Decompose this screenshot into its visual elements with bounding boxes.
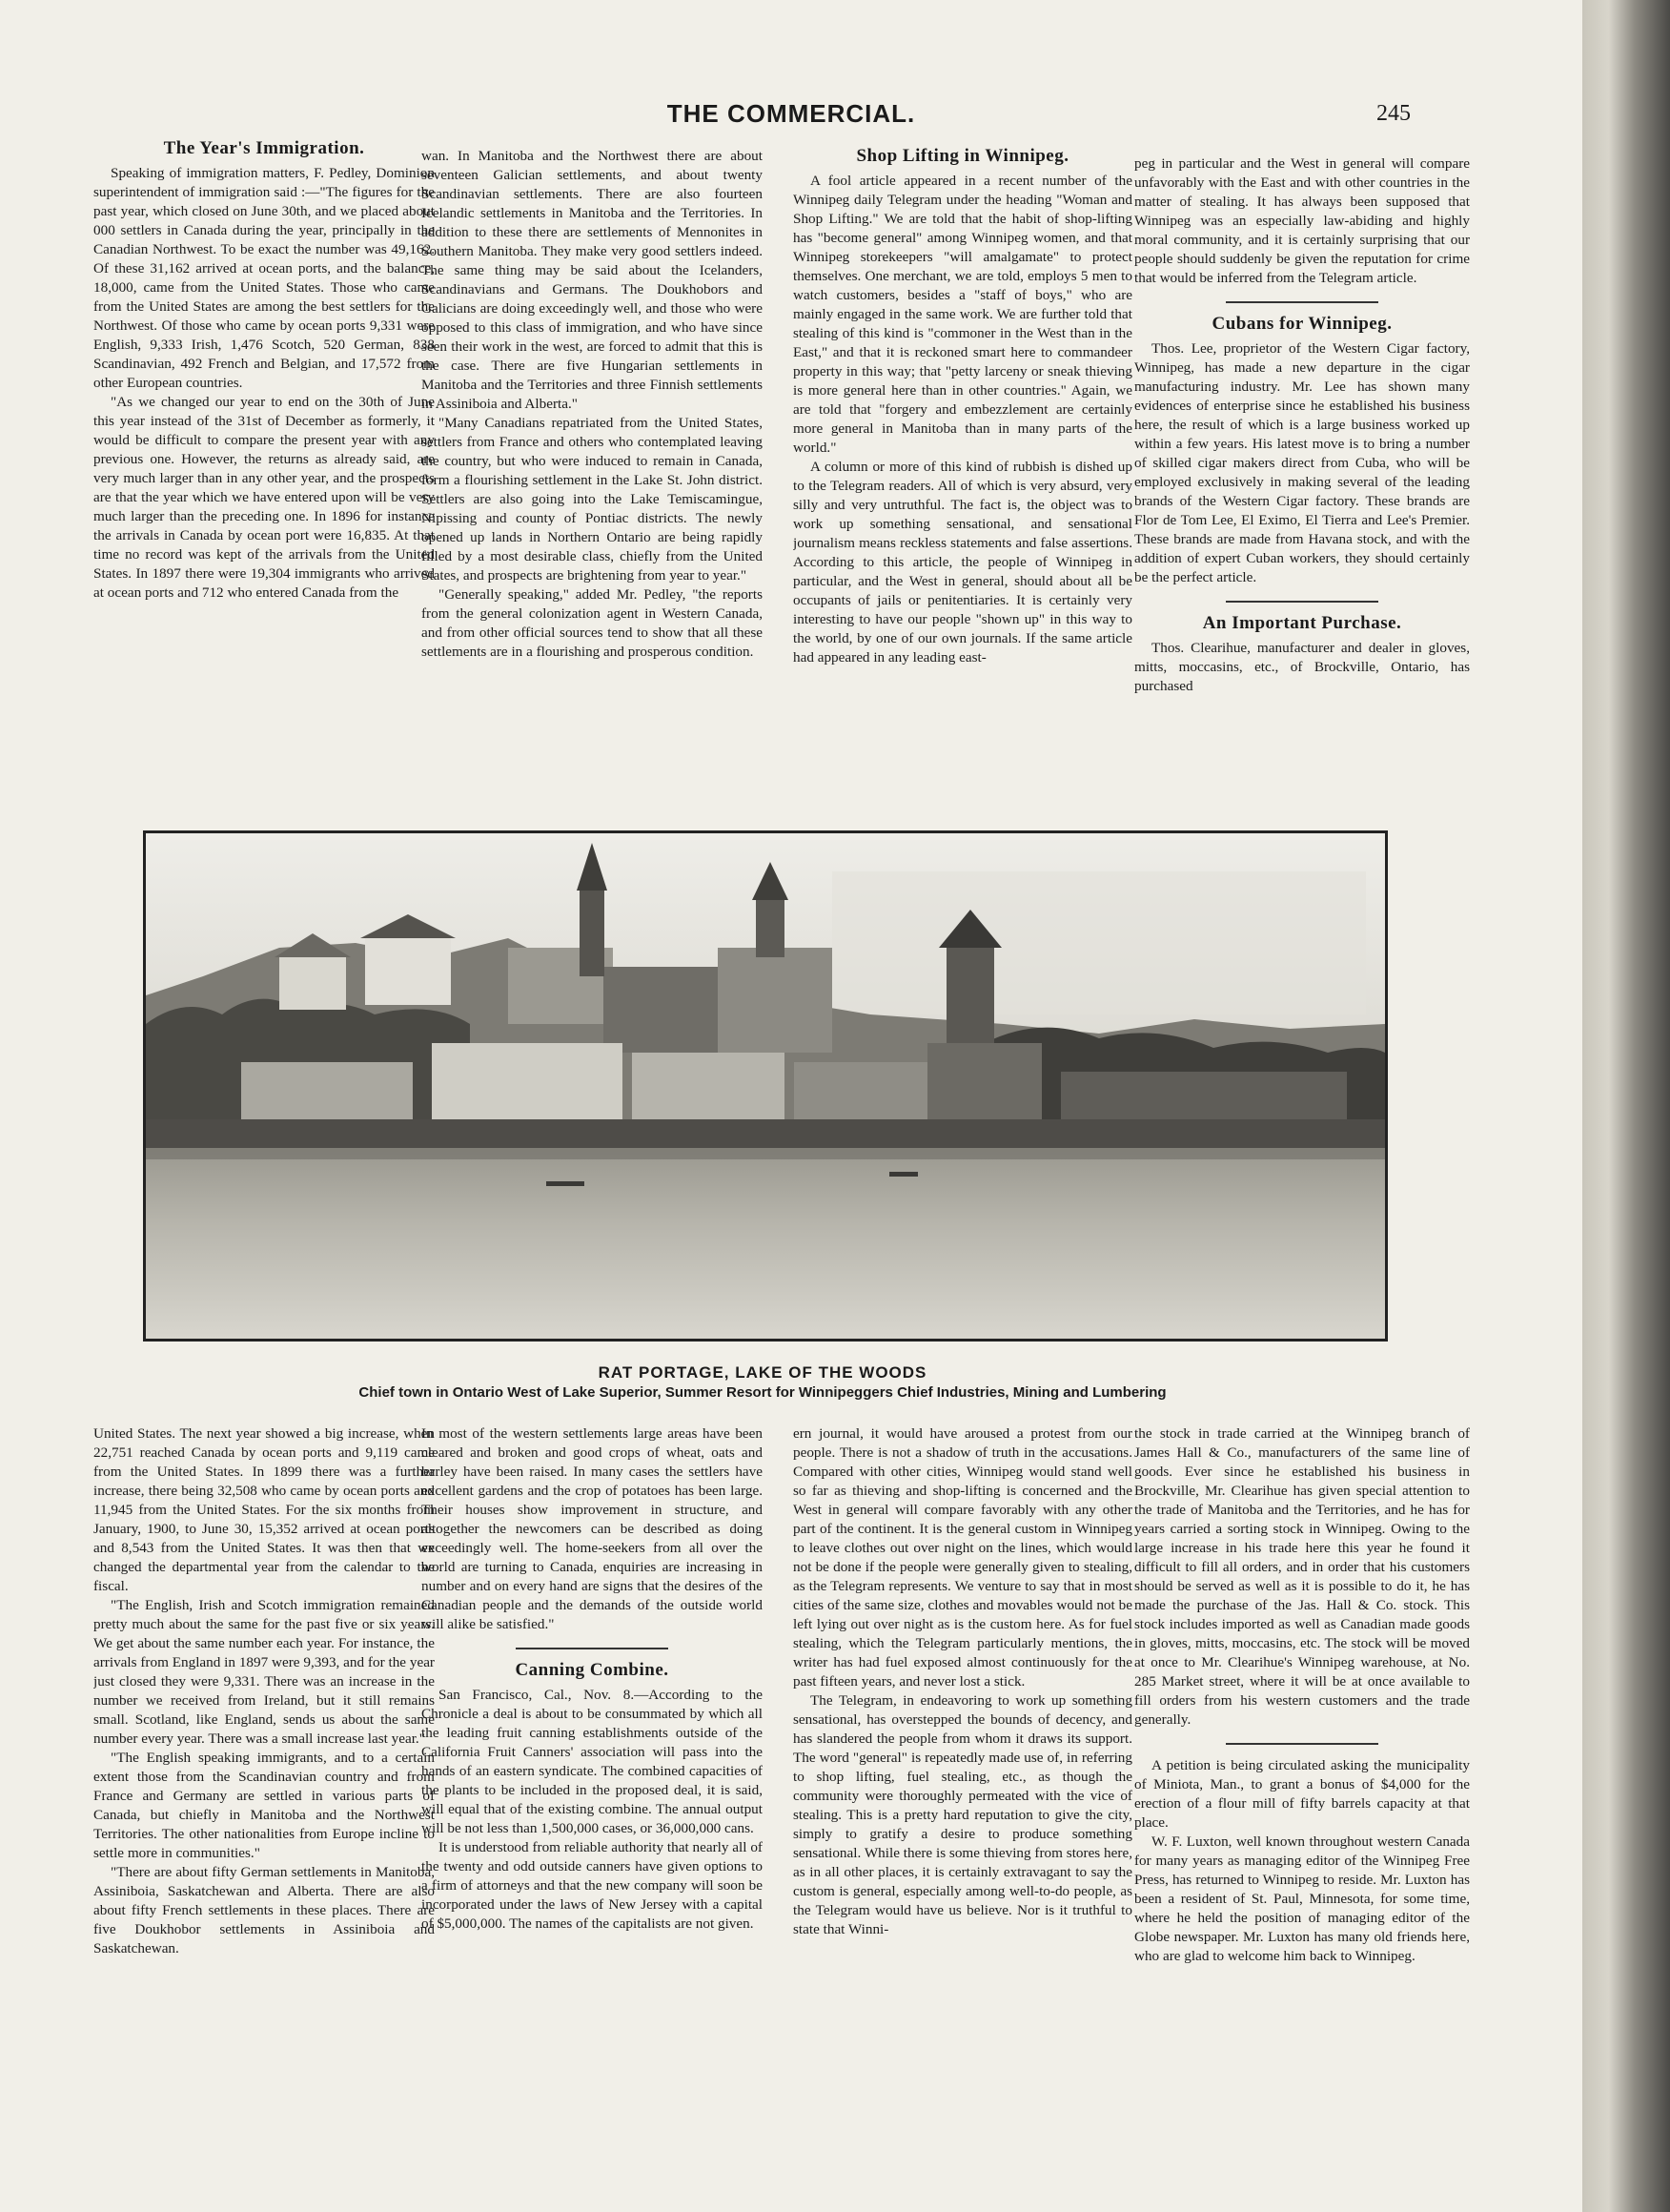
section-divider bbox=[1226, 1743, 1378, 1745]
paragraph: "The English, Irish and Scotch immigration remained pretty much about the same for the past five or six years. We get about the same number each year. For instance, the arrivals from England in 1897 were 9,393, and for the year just closed they were 9,331. There was an increase in the number we received from Ireland, but it still remains small. Scotland, like England, sends us about the same number every year. There was a small increase last year." bbox=[93, 1597, 435, 1747]
column-4-bottom bbox=[1134, 1424, 1470, 2164]
paragraph: Thos. Clearihue, manufacturer and dealer in gloves, mitts, moccasins, etc., of Brockville, Ontario, has purchased bbox=[1134, 640, 1470, 694]
paragraph: the stock in trade carried at the Winnipeg branch of James Hall & Co., manufacturers of the same line of goods. Ever since he established his business in Brockville, Mr. Clearihue has given special attention to the trade of Manitoba and the Territories, and he has for years carried a sorting stock in Winnipeg. Owing to the large increase in his trade here this year he found it difficult to fill all orders, and in order that his customers should be served as well as it is possible to do it, he has made the purchase of the Jas. Hall & Co. stock. This stock includes imported as well as Canadian made goods in gloves, mitts, moccasins, etc. The stock will be moved at once to Mr. Clearihue's Winnipeg warehouse, at No. 285 Market street, where it will be at once available to fill orders from his western customers and the trade generally. bbox=[1134, 1425, 1470, 1728]
paragraph: "The English speaking immigrants, and to a certain extent those from the Scandinavian country and from France and Germany are settled in various parts of Canada, but chiefly in Manitoba and the Northwest Territories. The other nationalities from Europe incline to settle more in communities." bbox=[93, 1750, 435, 1861]
paragraph: A petition is being circulated asking the municipality of Miniota, Man., to grant a bonus of $4,000 for the erection of a flour mill of fifty barrels capacity at that place. bbox=[1134, 1757, 1470, 1831]
section-divider bbox=[1226, 601, 1378, 603]
page-number: 245 bbox=[1376, 101, 1411, 126]
paragraph: ern journal, it would have aroused a protest from our people. There is not a shadow of truth in the accusations. Compared with other cities, Winnipeg would stand well so far as thieving and shop-lifting is concerned and the West in general will compare favorably with any other part of the continent. It is the general custom in Winnipeg to leave clothes out over night on the lines, which would not be done if the people were generally given to stealing, as the Telegram represents. We venture to say that in most cities of the same size, clothes and movables would not be left lying out over night as is the custom here. As for fuel stealing, which the Telegram particularly mentions, the writer has had fuel exposed almost continuously for the past fifteen years, and never lost a stick. bbox=[793, 1425, 1132, 1690]
section-divider bbox=[1226, 301, 1378, 303]
column-1-bottom bbox=[93, 1424, 435, 2164]
paragraph: San Francisco, Cal., Nov. 8.—According to the Chronicle a deal is about to be consummated by which all the leading fruit canning establishments outside of the California Fruit Canners' association will pass into the hands of an eastern syndicate. The combined capacities of the plants to be included in the proposed deal, it is said, will equal that of the existing combine. The annual output will be not less than 1,500,000 cases, or 36,000,000 cans. bbox=[421, 1687, 763, 1836]
column-2-top bbox=[421, 147, 763, 818]
paragraph: A column or more of this kind of rubbish is dished up to the Telegram readers. All of which is very absurd, very silly and very untruthful. The fact is, the object was to work up something sensational, and sensational journalism means reckless statements and false assertions. According to this article, the people of Winnipeg in particular, and the West in general, should about all be occupants of jails or penitentiaries. It is certainly very interesting to have our people "shown up" in this way to the world, by one of our own journals. If the same article had appeared in any leading east- bbox=[793, 459, 1132, 666]
running-head bbox=[0, 99, 1582, 137]
paragraph: "As we changed our year to end on the 30th of June this year instead of the 31st of December as formerly, it would be difficult to compare the present year with any previous one. However, the returns as already said, are very much larger than in any other year, and the prospects are that the year which we have entered upon will be very much larger than the preceding one. In 1896 for instance the arrivals in Canada by ocean port were 16,835. At that time no record was kept of the arrivals from the United States. In 1897 there were 19,304 immigrants who arrived at ocean ports and 712 who entered Canada from the bbox=[93, 394, 435, 601]
paragraph: A fool article appeared in a recent number of the Winnipeg daily Telegram under the heading "Woman and Shop Lifting." We are told that the habit of shop-lifting has "become general" among Winnipeg women, and that Winnipeg storekeepers "will amalgamate" to protect themselves. One merchant, we are told, employs 5 men to watch customers, besides a "staff of boys," who are mainly engaged in the same work. We are further told that stealing of this kind is "commoner in the West than in the East," and that it is reckoned smart here to commandeer property in this way; that "petty larceny or sneak thieving is more general here than in other countries." Again, we are told that "forgery and embezzlement are certainly more general in Manitoba than in many parts of the world." bbox=[793, 173, 1132, 456]
column-1-top bbox=[93, 139, 435, 818]
photograph-rat-portage bbox=[143, 830, 1388, 1342]
paragraph: It is understood from reliable authority that nearly all of the twenty and odd outside canners have given options to a firm of attorneys and that the new company will soon be incorporated under the laws of New Jersey with a capital of $5,000,000. The names of the capitalists are not given. bbox=[421, 1839, 763, 1932]
article-heading-shoplifting: Shop Lifting in Winnipeg. bbox=[856, 147, 1069, 166]
column-3-top bbox=[793, 147, 1132, 818]
paragraph: wan. In Manitoba and the Northwest there are about seventeen Galician settlements, and about twenty Scandinavian settlements. There are also fourteen Icelandic settlements in Manitoba and the Territories. In addition to these there are settlements of Mennonites in Southern Manitoba. They make very good settlers indeed. The same thing may be said about the Icelanders, Scandinavians and Germans. The Doukhobors and Galicians are doing exceedingly well, and those who were opposed to this class of immigration, and who have since seen their work in the west, are forced to admit that this is the case. There are five Hungarian settlements in Manitoba and the Territories and three Finnish settlements in Assiniboia and Alberta." bbox=[421, 148, 763, 412]
article-heading-purchase: An Important Purchase. bbox=[1202, 613, 1402, 633]
paragraph: In most of the western settlements large areas have been cleared and broken and good crops of wheat, oats and barley have been raised. In many cases the settlers have excellent gardens and the crop of potatoes has been large. Their houses show improvement in structure, and altogether the newcomers can be described as doing exceedingly well. The home-seekers from all over the world are turning to Canada, enquiries are increasing in number and on every hand are signs that the desires of the Canadian people and the demands of the outside world will alike be satisfied." bbox=[421, 1425, 763, 1632]
newspaper-title: THE COMMERCIAL. bbox=[666, 99, 916, 128]
photo-caption-subtitle: Chief town in Ontario West of Lake Superior, Summer Resort for Winnipeggers Chief Industries, Mining and Lumbering bbox=[358, 1384, 1167, 1401]
paragraph: "There are about fifty German settlements in Manitoba, Assiniboia, Saskatchewan and Alberta. There are also about fifty French settlements in these places. There are five Doukhobor settlements in Assiniboia and Saskatchewan. bbox=[93, 1864, 435, 1956]
paragraph: W. F. Luxton, well known throughout western Canada for many years as managing editor of the Winnipeg Free Press, has returned to Winnipeg to reside. Mr. Luxton has been a resident of St. Paul, Minnesota, for some time, where he held the position of managing editor of the Globe newspaper. Mr. Luxton has many old friends here, who are glad to welcome him back to Winnipeg. bbox=[1134, 1833, 1470, 1964]
photo-caption-title: RAT PORTAGE, LAKE OF THE WOODS bbox=[598, 1363, 927, 1382]
paragraph: "Many Canadians repatriated from the United States, settlers from France and others who contemplated leaving the country, but who were induced to remain in Canada, form a flourishing settlement in the Lake St. John district. Settlers are also going into the Lake Temiscamingue, Nipissing and county of Pontiac districts. The newly opened up lands in Northern Ontario are being rapidly filled by a most desirable class, chiefly from the United States, and prospects are brightening from year to year." bbox=[421, 415, 763, 584]
book-edge bbox=[1582, 0, 1670, 2212]
article-heading-cubans: Cubans for Winnipeg. bbox=[1212, 314, 1393, 334]
section-divider bbox=[516, 1648, 668, 1649]
paragraph: United States. The next year showed a big increase, when 22,751 reached Canada by ocean ports and 9,119 came from the United States. In 1899 there was a further increase, there being 32,508 who came by ocean ports and 11,945 from the United States. For the six months from January, 1900, to June 30, 15,352 arrived at ocean ports and 8,543 from the United States. It was then that we changed the departmental year from the calendar to the fiscal. bbox=[93, 1425, 435, 1594]
article-heading-canning: Canning Combine. bbox=[515, 1660, 669, 1680]
paragraph: Speaking of immigration matters, F. Pedley, Dominion superintendent of immigration said :—"The figures for the past year, which closed on June 30th, and we placed about 000 settlers in Canada during the year, principally in the Canadian Northwest. To be exact the number was 49,162. Of these 31,162 arrived at ocean ports, and the balance, 18,000, came from the United States. Those who came from the United States are among the best settlers for the Northwest. Of those who came by ocean ports 9,331 were English, 9,333 Irish, 1,476 Scotch, 520 German, 838 Scandinavian, 492 French and Belgian, and 17,572 from other European countries. bbox=[93, 165, 435, 391]
paragraph: peg in particular and the West in general will compare unfavorably with the East and with other countries in the matter of stealing. It has always been supposed that Winnipeg was an especially law-abiding and highly moral community, and it is certainly surprising that our people should suddenly be given the reputation for crime that would be inferred from the Telegram article. bbox=[1134, 155, 1470, 286]
paragraph: "Generally speaking," added Mr. Pedley, "the reports from the general colonization agent in Western Canada, and from other official sources tend to show that all these settlements are in a flourishing and prosperous condition. bbox=[421, 586, 763, 660]
paragraph: The Telegram, in endeavoring to work up something sensational, has overstepped the bounds of decency, and has slandered the people from whom it draws its support. The word "general" is repeatedly made use of, in referring to shop lifting, fuel stealing, etc., as though the community were thoroughly permeated with the vice of stealing. This is a pretty hard reputation to give the city, simply to gratify a desire to produce something sensational. While there is some thieving from stores here, as in all other places, it is certainly extravagant to say the custom is general, especially among well-to-do people, as the Telegram would have us believe. Nor is it truthful to state that Winni- bbox=[793, 1692, 1132, 1937]
column-3-bottom bbox=[793, 1424, 1132, 2164]
photo-illustration bbox=[146, 833, 1385, 1339]
article-heading-immigration: The Year's Immigration. bbox=[163, 139, 365, 158]
paragraph: Thos. Lee, proprietor of the Western Cigar factory, Winnipeg, has made a new departure in the cigar manufacturing industry. Mr. Lee has shown many evidences of enterprise since he established his business here, the result of which is a large business worked up within a few years. His latest move is to bring a number of skilled cigar makers direct from Cuba, who will be employed exclusively in making several of the leading brands of the Western Cigar factory. These brands are Flor de Tom Lee, El Eximo, El Tierra and Lee's Premier. These brands are made from Havana stock, and with the addition of expert Cuban workers, they should certainly be the perfect article. bbox=[1134, 340, 1470, 585]
column-2-bottom bbox=[421, 1424, 763, 2164]
column-4-top bbox=[1134, 154, 1470, 818]
